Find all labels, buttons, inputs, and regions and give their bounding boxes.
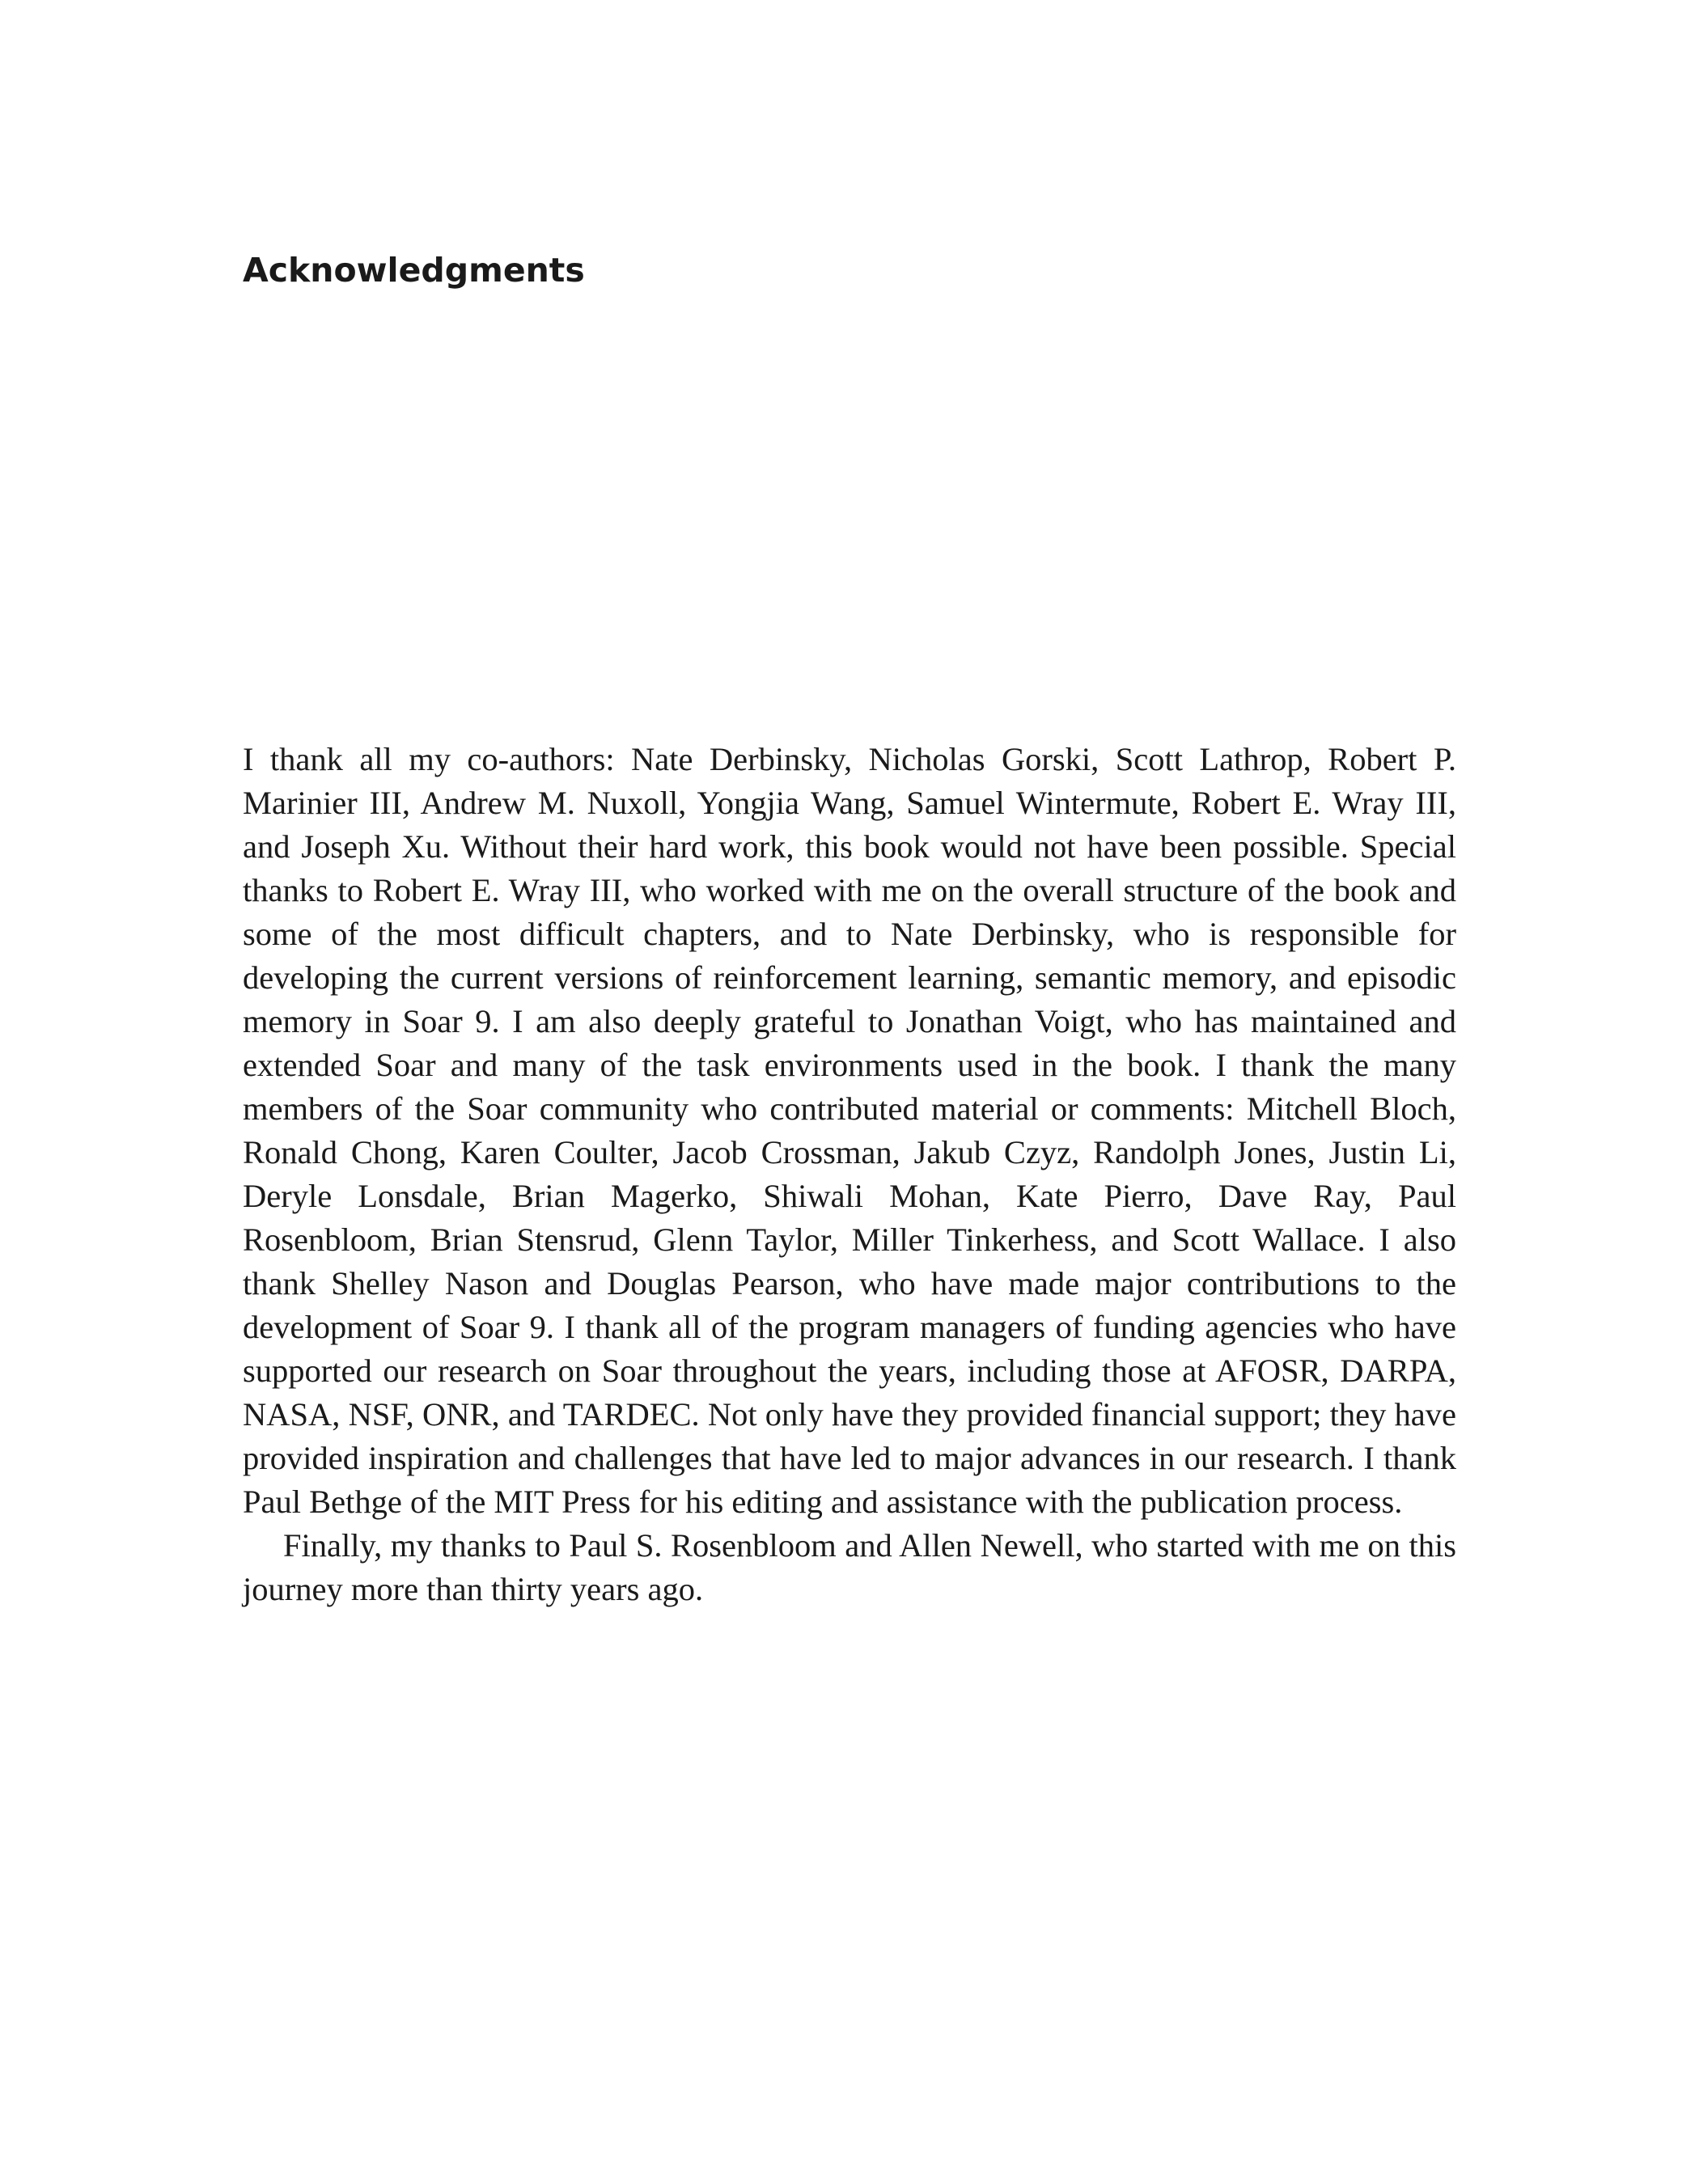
paragraph-2: Finally, my thanks to Paul S. Rosenbloom and Allen Newell, who started with me on this journey more than thirty years ago. (243, 1527, 1456, 1607)
paragraph-1: I thank all my co-authors: Nate Derbinsky, Nicholas Gorski, Scott Lathrop, Robert P. Marinier III, Andrew M. Nuxoll, Yongjia Wang, Samuel Wintermute, Robert E. Wray III, and Joseph Xu. Without their hard work, this book would not have been possible. Special thanks to Robert E. Wray III, who worked with me on the overall structure of the book and some of the most difficult chapters, and to Nate Derbinsky, who is responsible for developing the current versions of reinforcement learning, semantic memory, and episodic memory in Soar 9. I am also deeply grateful to Jonathan Voigt, who has maintained and extended Soar and many of the task environments used in the book. I thank the many members of the Soar community who contributed material or comments: Mitchell Bloch, Ronald Chong, Karen Coulter, Jacob Crossman, Jakub Czyz, Randolph Jones, Justin Li, Deryle Lonsdale, Brian Magerko, Shiwali Mohan, Kate Pierro, Dave Ray, Paul Rosenbloom, Brian Stensrud, Glenn Taylor, Miller Tinkerhess, and Scott Wallace. I also thank Shelley Nason and Douglas Pearson, who have made major contributions to the development of Soar 9. I thank all of the program managers of funding agencies who have supported our research on Soar throughout the years, including those at AFOSR, DARPA, NASA, NSF, ONR, and TARDEC. Not only have they provided financial support; they have provided inspiration and challenges that have led to major advances in our research. I thank Paul Bethge of the MIT Press for his editing and assistance with the publication process. (243, 741, 1456, 1520)
acknowledgments-body (243, 738, 1456, 1611)
page-title: Acknowledgments (243, 251, 585, 290)
